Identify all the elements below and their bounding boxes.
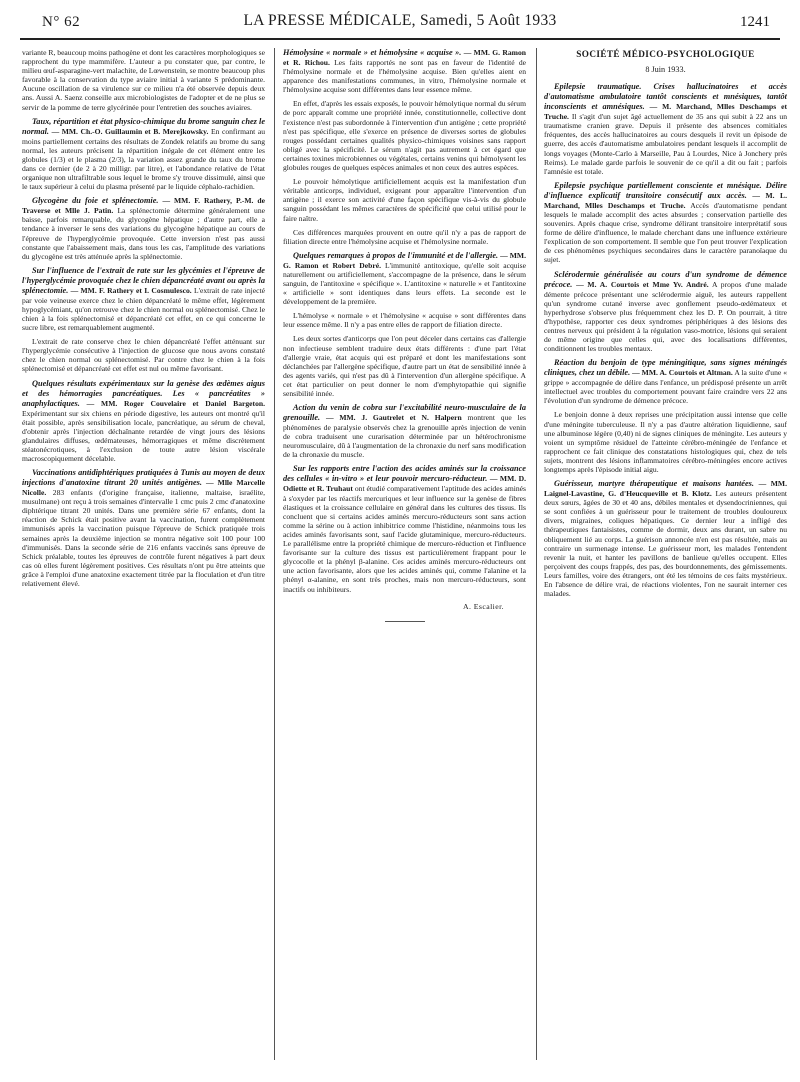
abstract-sclerodermie bbox=[544, 270, 787, 354]
page-header bbox=[20, 8, 780, 40]
abstract-epilepsie-traumatique bbox=[544, 82, 787, 176]
abstract-body: Il s'agit d'un sujet âgé actuellement de 35 ans qui subit à 22 ans un traumatisme cranien grave. Depuis il présente des absences comitiales fréquentes, des accès hallucinatoires au cours desquels il revit un épisode de guerre, des accès d'automatisme ambulatoires pendant lesquels il accomplit de longs voyages (Monte-Carlo à Marseille, Pau à Lourdes, Nice à Jonchery près Reims). Le malade garde parfois le souvenir de ce qu'il a dit ou fait ; parfois l'amnésie est totale. bbox=[544, 112, 787, 176]
session-date: 8 Juin 1933. bbox=[645, 65, 686, 75]
abstract-title: Réaction du benjoin de type méningitique, sans signes méningés cliniques, chez un débile. bbox=[544, 358, 787, 378]
paragraph: Le benjoin donne à deux reprises une précipitation aussi intense que celle d'une méningite tuberculeuse. Il n'y a pas d'autre altération liquidienne, sauf une albuminose légère (0,40) ni de signes cliniques de méningite. Les auteurs y voient un symptôme résiduel de l'atteinte cérébro-méningée de l'enfance et rapprochent ce fait clinique des constatations histologiques qui, chez de tels sujets, montrent des lésions inflammatoires cérébro-méningées encore actives longtemps après l'épisode initial aigu. bbox=[544, 410, 787, 474]
abstract-authors: — MM. Laignel-Lavastine, G. d'Heucqueville et B. Klotz. bbox=[544, 479, 787, 499]
abstract-vaccinations bbox=[22, 468, 265, 588]
paragraph: Le pouvoir hémolytique artificiellement acquis est la manifestation d'un véritable anticorps, individuel, exigeant pour apparaître l'intervention d'un antigène ; il exerce son activité d'une façon spécifique vis-à-vis du globule sanguin possédant les mêmes caractères de spécificité que celui utilisé pour le faire naître. bbox=[283, 177, 526, 223]
abstract-guerisseur bbox=[544, 479, 787, 598]
end-rule bbox=[385, 621, 425, 622]
abstract-body: A propos d'une malade démente précoce présentant une sclérodermie aiguë, les auteurs rappellent qu'un syndrome cutané inverse avec gonflement pseudo-œdémateux et hyperhydrose s'observe plus fréquemment chez les D. P. On pourrait, à titre d'hypothèse, rapporter ces deux syndromes périphériques à des lésions des centres nerveux qui président à la régulation vaso-motrice, lésions qui seraient de même origine que celles qui, avec des localisations différentes, conditionnent les troubles mentaux. bbox=[544, 279, 787, 354]
abstract-title: Epilepsie psychique partiellement consciente et mnésique. Délire d'influence explicatif transitoire consécutif aux accès. bbox=[544, 180, 787, 200]
abstract-pancreatites bbox=[22, 379, 265, 464]
abstract-venin-cobra bbox=[283, 403, 526, 459]
society-heading: SOCIÉTÉ MÉDICO-PSYCHOLOGIQUE bbox=[576, 49, 755, 59]
abstract-title: Quelques résultats expérimentaux sur la genèse des œdèmes aigus et des hémorragies pancréatiques. Les « pancréatites » anaphylactiques. bbox=[22, 378, 265, 408]
abstract-title: Guérisseur, martyre thérapeutique et maisons hantées. bbox=[554, 479, 754, 489]
paragraph: L'hémolyse « normale » et l'hémolysine « acquise » sont différentes dans leur essence même. Il n'y a pas entre elles de rapport de filiation directe. bbox=[283, 311, 526, 330]
abstract-title: Action du venin de cobra sur l'excitabilité neuro-musculaire de la grenouille. bbox=[283, 403, 526, 423]
paragraph: L'extrait de rate conserve chez le chien dépancréaté l'effet atténuant sur l'hyperglycémie consécutive à l'injection de glucose que nous avons constaté chez le chien normal ou splénectomisé. Par contre chez le chien à la fois splénectomisé et dépancréaté cet effet est nul ou même favorisant. bbox=[22, 337, 265, 374]
abstract-title: Sclérodermie généralisée au cours d'un syndrome de démence précoce. bbox=[544, 269, 787, 289]
abstract-epilepsie-psychique bbox=[544, 181, 787, 265]
abstract-hemolysine bbox=[283, 48, 526, 94]
paragraph: Les deux sortes d'anticorps que l'on peut déceler dans certains cas d'allergie non infectieuse semblent traduire deux états différents : d'une part l'état d'allergie vraie, état acquis qui est préparé et dont les manifestations sont déclanchées par l'allergène spécifique, d'autre part un état de sensibilité innée à des agents variés, qui n'est pas dû à l'intervention d'un allergène spécifique. A cet état particulier on peut donner le nom d'emphytopathie qui signifie sensibilité innée. bbox=[283, 334, 526, 398]
issue-number: N° 62 bbox=[42, 14, 81, 30]
abstract-body: En confirmant au moins partiellement certains des résultats de Zondek relatifs au brome du sang normal, les auteurs précisent la répartition inégale de cet élément entre les globules (1/3) et le plasma (2/3), la variation assez grande du taux du brome dans ce dernier (de 2 à 20 milligr. par litre), et l'abondance relative de l'état organique non ultrafiltrable sous lequel le brome s'y trouve dissimulé, ainsi que le taux supérieur à celui du plasma présenté par le liquide céphalo-rachidien. bbox=[22, 126, 265, 192]
abstract-authors: — M. Marchand, Mlles Deschamps et Truche. bbox=[544, 102, 787, 122]
abstract-glycogene bbox=[22, 196, 265, 261]
paragraph: En effet, d'après les essais exposés, le pouvoir hémolytique normal du sérum de porc apparaît comme une propriété innée, constitutionnelle, collective dont l'existence n'est pas subordonnée à l'intervention d'un antigène ; cette propriété n'est pas spécifique, elle s'exerce en présence de diverses sortes de globules rouges possédant certaines qualités physico-chimiques voisines sans rapport obligé avec la spécificité. Le sérum n'agit pas autrement à cet égard que certaines toxines microbiennes ou végétales, certains venins qui hémolysent les globules rouges de quelques espèces animales et non ceux des autres espèces. bbox=[283, 99, 526, 173]
abstract-authors: — MM. F. Rathery et I. Cosmulesco. bbox=[70, 285, 192, 295]
abstract-acides-amines bbox=[283, 464, 526, 593]
abstract-body: montrent que les phénomènes de paralysie observés chez la grenouille après injection de venin de cobra traduisent une curarisation déterminée par un hétérochronisme neuromusculaire, dû à l'augmentation de la chronaxie du nerf sans modification de la chronaxie du muscle. bbox=[283, 413, 526, 460]
abstract-title: Glycogène du foie et splénectomie. bbox=[32, 196, 159, 206]
abstract-authors: — MM. G. Ramon et Robert Debré. bbox=[283, 250, 526, 270]
abstract-authors: — Mlle Marcelle Nicolle. bbox=[22, 478, 265, 498]
abstract-authors: — MM. Ch.-O. Guillaumin et B. Merejkowsky. bbox=[51, 126, 209, 136]
abstract-body: L'extrait de rate injecté par voie veineuse exerce chez le chien dépancréaté le même effet, légèrement hypoglycémiant, qu'on retrouve chez le chien normal ou splénectomisé. Chez le chien à la fois splénectomisé et dépancréaté cet effet, en ce qui concerne le sucre libre, est remarquablement augmenté. bbox=[22, 285, 265, 333]
journal-title: LA PRESSE MÉDICALE, Samedi, 5 Août 1933 bbox=[243, 12, 557, 29]
abstract-extrait-rate bbox=[22, 266, 265, 332]
abstract-benjoin bbox=[544, 358, 787, 405]
abstract-authors: — M. L. Marchand, Mlles Deschamps et Truche. bbox=[544, 190, 787, 210]
abstract-title: Vaccinations antidiphtériques pratiquées à Tunis au moyen de deux injections d'anatoxine titrant 20 unités antigènes. bbox=[22, 468, 265, 488]
abstract-authors: — MM. F. Rathery, P.-M. de Traverse et Mlle J. Patin. bbox=[22, 196, 265, 216]
column-divider bbox=[536, 48, 537, 1060]
abstract-body: 283 enfants (d'origine française, italienne, maltaise, israélite, musulmane) ont reçu à trois semaines d'intervalle 1 cmc puis 2 cmc d'anatoxine diphtérique titrant 20 unités. Dans une première série 67 enfants, dont la réaction de Schick était positive avant la vaccination, furent complètement immunisés après la vaccination puisque l'épreuve de Schick pratiquée trois semaines après la deuxième injection se montra négative soit 100 pour 100 d'immunisés. Dans la seconde série de 216 enfants vaccinés sans épreuve de Schick préalable, toutes les épreuves de contrôle furent négatives à part deux cas où elles furent légèrement positives. Ces résultats n'ont pu être atteints que grâce à l'emploi d'une anatoxine exactement titrée par la floculation et d'un titre relativement élevé. bbox=[22, 488, 265, 589]
paragraph: Ces différences marquées prouvent en outre qu'il n'y a pas de rapport de filiation directe entre l'hémolysine acquise et l'hémolysine normale. bbox=[283, 227, 526, 246]
abstract-body: Les auteurs présentent deux sœurs, âgées de 30 et 40 ans, débiles mentales et dysendocriniennes, qui se sont confiées à un guérisseur pour le traitement de troubles douloureux divers, migraines, coliques hépatiques. Ce dernier leur a infligé des thérapeutiques fantaisistes, comme de dormir, deux ans durant, un sabre nu obliquement lié au corps. La guérison annoncée n'en est pas résultée, mais au contraire un surmenage intense. Le guérisseur mort, les malades l'entendent revenir la nuit, et hanter les pavillons de banlieue qu'elles occupent. Elles perçoivent des coups frappés, des pas, des bourdonnements, des gémissements. Leurs familles, voire des étrangers, ont été les témoins de ces faits mystérieux. En l'absence de délire vrai, de réactions violentes, l'on ne saurait interner ces malades. bbox=[544, 489, 787, 599]
abstract-body: Expérimentant sur six chiens en période digestive, les auteurs ont montré qu'il était possible, après sensibilisation locale, pancréatique, au sérum de cheval, d'obtenir après l'injection déchaînante retardée de vingt jours des lésions glandulaires diffuses, œdémateuses, hémorragiques et même discrètement stéatonécrotiques, à l'exclusion de toute autre lésion viscérale macroscopiquement décelable. bbox=[22, 408, 265, 463]
abstract-body: L'immunité antitoxique, qu'elle soit acquise naturellement ou artificiellement, s'accompagne de la présence, dans le sérum sanguin, de l'antitoxine « spécifique ». L'antitoxine « naturelle » et l'antitoxine « artificielle » sont identiques dans leurs effets. La seconde est le développement de la première. bbox=[283, 260, 526, 307]
abstract-body: Accès d'automatisme pendant lesquels le malade accomplit des actes absurdes ; conservation partielle des souvenirs. Après chaque crise, syndrome délirant transitoire interprétatif sous forme de délire d'influence, le malade cherchant dans une influence extérieure l'explication de son comportement. Il semble que l'on peut trouver l'explication de ces phénomènes psychiques secondaires dans le caractère paranoïaque du sujet. bbox=[544, 200, 787, 265]
column-right bbox=[544, 48, 787, 1058]
abstract-body: Les faits rapportés ne sont pas en faveur de l'identité de l'hémolysine normale et de l'hémolysine acquise. Bien qu'elles aient en apparence des manifestations communes, in vitro, l'hémolysine normale et l'hémolysine acquise sont différentes dans leur essence même. bbox=[283, 58, 526, 95]
abstract-authors: — MM. J. Gautrelet et N. Halpern bbox=[325, 413, 462, 423]
abstract-title: Hémolysine « normale » et hémolysine « acquise ». bbox=[283, 48, 462, 57]
abstract-authors: — MM. G. Ramon et R. Richou. bbox=[283, 48, 526, 67]
abstract-taux-brome bbox=[22, 117, 265, 192]
paragraph: variante R, beaucoup moins pathogène et dont les caractères morphologiques se rapprochent du type mammifère. L'auteur a pu constater que, par contre, le milieu œuf-asparagine-vert malachite, de Lœwenstein, se montre beaucoup plus favorable à la conservation du type aviaire initial à variante S prédominante. Aucune oscillation de sa virulence sur ce milieu n'a été observée depuis deux ans. Aussi A. Saenz conseille aux microbiologistes de l'adopter et de ne plus se servir de la pomme de terre glycérinée pour l'entretien des souches aviaires. bbox=[22, 48, 265, 112]
column-left bbox=[22, 48, 265, 1058]
page-number: 1241 bbox=[740, 14, 770, 30]
abstract-body: A la suite d'une « grippe » accompagnée de délire dans l'enfance, un prédisposé présente un arrêt intellectuel avec troubles du comportement pouvant faire craindre vers 22 ans l'évolution d'un syndrome de démence précoce. bbox=[544, 368, 787, 406]
column-middle bbox=[283, 48, 526, 1068]
abstract-authors: — MM. A. Courtois et Altman. bbox=[632, 368, 733, 378]
abstract-authors: — M. A. Courtois et Mme Yv. André. bbox=[576, 279, 709, 289]
abstract-title: Sur les rapports entre l'action des acides aminés sur la croissance des cellules « in-vitro » et leur pouvoir mercuro-réducteur. bbox=[283, 464, 526, 484]
abstract-title: Epilepsie traumatique. Crises hallucinatoires et accès d'automatisme ambulatoire tantôt conscients et mnésiques, tantôt inconscients et amnésiques. bbox=[544, 82, 787, 112]
abstract-authors: — MM. Roger Couvelaire et Daniel Bargeton. bbox=[86, 398, 265, 408]
abstract-title: Quelques remarques à propos de l'immunité et de l'allergie. bbox=[293, 250, 499, 260]
abstract-body: La splénectomie détermine généralement une baisse, parfois remarquable, du glycogène hépatique ; d'autre part, elle a tendance à inverser le sens des variations du glycogène hépatique au cours de l'épreuve de l'hyperglycémie provoquée. Cette inversion n'est pas aussi constante que l'abaissement mais, dans tous les cas, l'amplitude des variations du glycogène est très atténuée après la splénectomie. bbox=[22, 206, 265, 261]
abstract-title: Sur l'influence de l'extrait de rate sur les glycémies et l'épreuve de l'hyperglycémie provoquée chez le chien dépancréaté avant ou après la splénectomie. bbox=[22, 265, 265, 295]
abstract-immunite-allergie bbox=[283, 251, 526, 306]
abstract-body: ont étudié comparativement l'aptitude des acides aminés à s'oxyder par les réactifs mercuriques et leur influence sur la genèse de fibres élastiques et la croissance cellulaire en général dans les cultures des tissus. Ils concluent que si certains acides aminés mercuro-réducteurs sont sans action comme la sérine ou à action inhibitrice comme l'histidine, néanmoins tous les acides aminés favorisants sont, sauf l'acide glutaminique, mercuro-réducteurs. Le parallélisme entre la propriété chimique de mercuro-réduction et l'influence favorisante sur la culture des tissus est particulièrement frappant pour le glycocolle et la phényl β-alanine. Ces acides aminés mercuro-réducteurs ont une action favorisante, alors que les acides aminés qui, comme l'alanine et la phényl α-alanine, en sont très proches, mais non mercuro-réducteurs, sont inactifs ou inhibiteurs. bbox=[283, 484, 526, 594]
abstract-authors: — MM. D. Odiette et R. Truhaut bbox=[283, 474, 526, 494]
author-signature: A. Escalier. bbox=[463, 601, 504, 611]
column-divider bbox=[274, 48, 275, 1060]
abstract-title: Taux, répartition et état physico-chimique du brome sanguin chez le normal. bbox=[22, 116, 265, 136]
